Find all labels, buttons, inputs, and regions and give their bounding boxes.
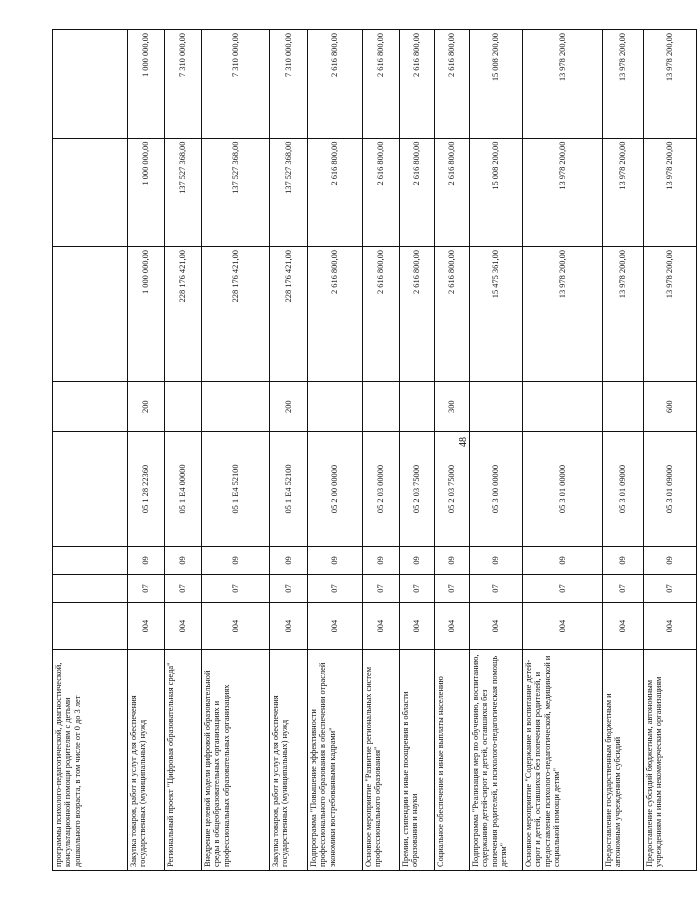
cell-amount-3: 2 616 800,00 (400, 30, 435, 139)
cell-target-article: 05 3 01 00000 (523, 432, 603, 547)
page-number: 48 (458, 437, 469, 447)
budget-table (52, 29, 697, 871)
cell-ministry-code: 004 (308, 603, 363, 650)
cell-subsection: 09 (470, 546, 523, 574)
cell-amount-3: 13 978 200,00 (523, 30, 603, 139)
cell-amount-3: 7 310 000,00 (270, 30, 308, 139)
cell-amount-3 (53, 30, 128, 139)
cell-target-article: 05 2 00 00000 (308, 432, 363, 547)
cell-name: Внедрение целевой модели цифровой образовательной среды в общеобразовательных организациях и профессиональных образовательных организациях (202, 650, 270, 871)
cell-name: Подпрограмма "Реализация мер по обучению, воспитанию, содержанию детей-сирот и детей, оставшихся без попечения родителей, и психолого-педагогическая помощь детям" (470, 650, 523, 871)
cell-subsection (53, 546, 128, 574)
table-body (53, 30, 697, 871)
table-row (644, 30, 697, 871)
cell-amount-2 (53, 138, 128, 246)
cell-subsection: 09 (523, 546, 603, 574)
cell-section: 07 (603, 574, 644, 602)
cell-amount-3: 2 616 800,00 (308, 30, 363, 139)
cell-expense-type (363, 382, 400, 432)
cell-name: Премии, стипендии и иные поощрения в области образования и науки (400, 650, 435, 871)
cell-subsection: 09 (202, 546, 270, 574)
cell-section: 07 (435, 574, 470, 602)
cell-target-article: 05 1 Е4 52100 (270, 432, 308, 547)
cell-amount-2: 2 616 800,00 (308, 138, 363, 246)
cell-name: Закупка товаров, работ и услуг для обеспечения государственных (муниципальных) нужд (270, 650, 308, 871)
cell-section: 07 (270, 574, 308, 602)
cell-subsection: 09 (435, 546, 470, 574)
cell-amount-2: 13 978 200,00 (523, 138, 603, 246)
cell-amount-2: 137 527 368,00 (165, 138, 202, 246)
cell-target-article: 05 3 01 09000 (603, 432, 644, 547)
cell-section: 07 (470, 574, 523, 602)
cell-amount-3: 13 978 200,00 (603, 30, 644, 139)
cell-amount-2: 15 008 200,00 (470, 138, 523, 246)
table-row (202, 30, 270, 871)
cell-ministry-code: 004 (523, 603, 603, 650)
cell-ministry-code: 004 (470, 603, 523, 650)
table-row (603, 30, 644, 871)
cell-name: Подпрограмма "Повышение эффективности профессионального образования в обеспечении отраслей экономики востребованными кадрами" (308, 650, 363, 871)
cell-name: программы психолого-педагогической, диагностической, консультационной помощи родителям с детьми дошкольного возраста, в том числе от 0 до 3 лет (53, 650, 128, 871)
cell-amount-1: 13 978 200,00 (644, 247, 697, 382)
table-row (363, 30, 400, 871)
cell-amount-3: 13 978 200,00 (644, 30, 697, 139)
table-row (470, 30, 523, 871)
cell-amount-2: 2 616 800,00 (363, 138, 400, 246)
cell-expense-type (603, 382, 644, 432)
cell-target-article: 05 2 03 00000 (363, 432, 400, 547)
cell-amount-2: 2 616 800,00 (435, 138, 470, 246)
cell-expense-type (202, 382, 270, 432)
cell-amount-1: 1 000 000,00 (128, 247, 165, 382)
cell-ministry-code: 004 (128, 603, 165, 650)
cell-amount-3: 2 616 800,00 (435, 30, 470, 139)
cell-expense-type (308, 382, 363, 432)
cell-section: 07 (308, 574, 363, 602)
cell-target-article: 05 2 03 75000 (400, 432, 435, 547)
table-row (400, 30, 435, 871)
cell-ministry-code: 004 (435, 603, 470, 650)
cell-target-article: 05 2 03 75000 (435, 432, 470, 547)
cell-amount-1: 2 616 800,00 (363, 247, 400, 382)
cell-expense-type: 200 (128, 382, 165, 432)
cell-ministry-code: 004 (603, 603, 644, 650)
cell-ministry-code: 004 (165, 603, 202, 650)
cell-expense-type (523, 382, 603, 432)
table-row (435, 30, 470, 871)
cell-target-article: 05 3 01 09000 (644, 432, 697, 547)
cell-name: Основное мероприятие "Развитие региональных систем профессионального образования" (363, 650, 400, 871)
cell-amount-2: 137 527 368,00 (202, 138, 270, 246)
cell-expense-type: 600 (644, 382, 697, 432)
table-row (165, 30, 202, 871)
cell-target-article: 05 1 Е4 52100 (202, 432, 270, 547)
cell-subsection: 09 (603, 546, 644, 574)
cell-amount-1: 2 616 800,00 (308, 247, 363, 382)
budget-table-container (52, 29, 675, 871)
cell-section: 07 (363, 574, 400, 602)
cell-ministry-code: 004 (400, 603, 435, 650)
cell-target-article: 05 1 Е4 00000 (165, 432, 202, 547)
cell-section: 07 (128, 574, 165, 602)
cell-expense-type (53, 382, 128, 432)
cell-name: Социальное обеспечение и иные выплаты населению (435, 650, 470, 871)
cell-amount-1: 228 176 421,00 (270, 247, 308, 382)
table-row (308, 30, 363, 871)
cell-amount-1: 2 616 800,00 (435, 247, 470, 382)
cell-amount-3: 1 000 000,00 (128, 30, 165, 139)
cell-amount-2: 13 978 200,00 (603, 138, 644, 246)
cell-ministry-code: 004 (644, 603, 697, 650)
cell-expense-type (470, 382, 523, 432)
cell-subsection: 09 (308, 546, 363, 574)
cell-name: Закупка товаров, работ и услуг для обеспечения государственных (муниципальных) нужд (128, 650, 165, 871)
cell-subsection: 09 (644, 546, 697, 574)
table-row (523, 30, 603, 871)
cell-section: 07 (202, 574, 270, 602)
cell-name: Предоставление субсидий бюджетным, автономным учреждениям и иным некоммерческим организациям (644, 650, 697, 871)
table-row (128, 30, 165, 871)
cell-section: 07 (523, 574, 603, 602)
cell-amount-1: 228 176 421,00 (202, 247, 270, 382)
cell-amount-2: 137 527 368,00 (270, 138, 308, 246)
cell-target-article (53, 432, 128, 547)
cell-section (53, 574, 128, 602)
cell-subsection: 09 (400, 546, 435, 574)
cell-section: 07 (400, 574, 435, 602)
cell-amount-1: 228 176 421,00 (165, 247, 202, 382)
table-row (53, 30, 128, 871)
cell-expense-type (400, 382, 435, 432)
cell-name: Региональный проект "Цифровая образовательная среда" (165, 650, 202, 871)
cell-ministry-code: 004 (202, 603, 270, 650)
cell-ministry-code (53, 603, 128, 650)
cell-subsection: 09 (165, 546, 202, 574)
cell-section: 07 (644, 574, 697, 602)
cell-amount-1: 2 616 800,00 (400, 247, 435, 382)
cell-amount-3: 2 616 800,00 (363, 30, 400, 139)
cell-amount-1: 13 978 200,00 (603, 247, 644, 382)
cell-expense-type: 200 (270, 382, 308, 432)
cell-section: 07 (165, 574, 202, 602)
cell-amount-1: 15 475 361,00 (470, 247, 523, 382)
cell-amount-2: 13 978 200,00 (644, 138, 697, 246)
cell-amount-1: 13 978 200,00 (523, 247, 603, 382)
cell-expense-type: 300 (435, 382, 470, 432)
cell-ministry-code: 004 (270, 603, 308, 650)
cell-name: Предоставление государственным бюджетным и автономным учреждениям субсидий (603, 650, 644, 871)
cell-amount-1 (53, 247, 128, 382)
cell-target-article: 05 3 00 00000 (470, 432, 523, 547)
cell-amount-3: 15 008 200,00 (470, 30, 523, 139)
cell-amount-3: 7 310 000,00 (165, 30, 202, 139)
cell-subsection: 09 (128, 546, 165, 574)
cell-ministry-code: 004 (363, 603, 400, 650)
cell-amount-3: 7 310 000,00 (202, 30, 270, 139)
cell-amount-2: 1 000 000,00 (128, 138, 165, 246)
cell-subsection: 09 (270, 546, 308, 574)
cell-name: Основное мероприятие "Содержание и воспитание детей-сирот и детей, оставшихся без попечения родителей, и предоставление психолого-педагогической, медицинской и социальной помощи детям" (523, 650, 603, 871)
cell-subsection: 09 (363, 546, 400, 574)
cell-amount-2: 2 616 800,00 (400, 138, 435, 246)
cell-target-article: 05 1 28 22360 (128, 432, 165, 547)
cell-expense-type (165, 382, 202, 432)
table-row (270, 30, 308, 871)
